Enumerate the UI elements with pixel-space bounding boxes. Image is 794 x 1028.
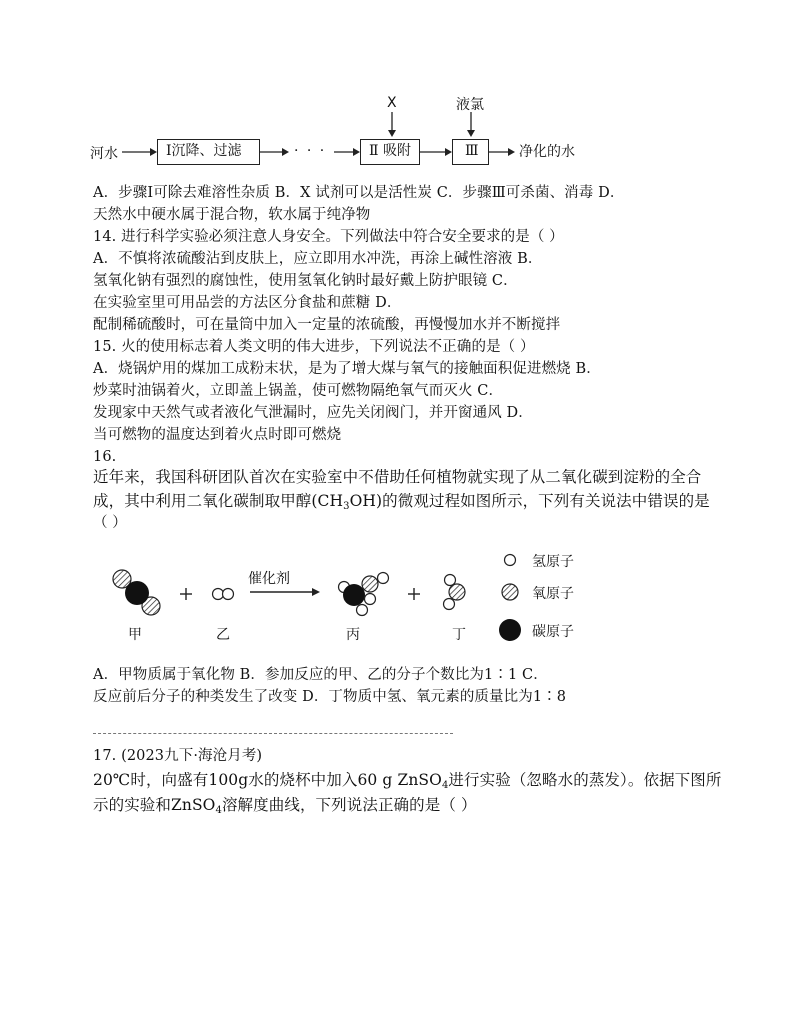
arrow-head	[353, 148, 360, 156]
label-jia: 甲	[128, 627, 142, 643]
label-bing: 丙	[346, 627, 360, 643]
flow-dots: · · ·	[294, 143, 327, 159]
hydrogen-atom	[378, 573, 389, 584]
q17-formula-subscript: 4	[441, 780, 449, 791]
q15-options-line2: 炒菜时油锅着火，立即盖上锅盖，使可燃物隔绝氧气而灭火 C．	[93, 383, 504, 399]
flow-output-label: 净化的水	[519, 144, 575, 160]
hydrogen-atom	[357, 605, 368, 616]
q13-options-line2: 天然水中硬水属于混合物，软水属于纯净物	[93, 207, 371, 223]
arrow-head	[388, 130, 396, 137]
label-yi: 乙	[216, 627, 230, 643]
q14-options-line1: A．不慎将浓硫酸沾到皮肤上，应立即用水冲洗，再涂上碱性溶液 B．	[93, 251, 543, 267]
legend-carbon-label: 碳原子	[532, 624, 574, 640]
q15-stem: 15. 火的使用标志着人类文明的伟大进步，下列说法不正确的是（ ）	[93, 339, 535, 355]
q17-stem-line1-part1: 20℃时，向盛有100g水的烧杯中加入60 g ZnSO	[93, 771, 442, 789]
legend-carbon-symbol	[499, 619, 521, 641]
arrow-head	[282, 148, 289, 156]
hydrogen-atom	[213, 589, 224, 600]
hydrogen-atom	[445, 575, 456, 586]
flow-step3-box	[452, 139, 489, 165]
legend-oxygen-symbol	[502, 584, 518, 600]
flow-step1-box	[157, 139, 260, 165]
legend-oxygen-label: 氧原子	[532, 586, 574, 602]
carbon-atom	[343, 584, 365, 606]
flow-step2-box	[360, 139, 420, 165]
q15-options-line4: 当可燃物的温度达到着火点时即可燃烧	[93, 427, 342, 443]
q16-stem-line3: （ ）	[93, 515, 127, 531]
carbon-atom	[125, 581, 149, 605]
q15-options-line3: 发现家中天然气或者液化气泄漏时，应先关闭阀门，并开窗通风 D．	[93, 405, 533, 421]
molecule-jia	[113, 570, 160, 615]
molecule-ding	[444, 575, 466, 610]
q17-stem-line1-part2: 进行实验（忽略水的蒸发）。依据下图所	[448, 771, 722, 789]
q16-stem-line2	[93, 491, 710, 511]
q16-stem-line1: 近年来，我国科研团队首次在实验室中不借助任何植物就实现了从二氧化碳到淀粉的全合	[93, 468, 702, 486]
q17-formula-subscript: 4	[215, 805, 222, 816]
q17-stem-line2-part1: 示的实验和ZnSO	[93, 796, 216, 814]
q17-stem-line1	[93, 770, 721, 790]
q14-options-line3: 在实验室里可用品尝的方法区分食盐和蔗糖 D．	[93, 295, 402, 311]
q16-formula-subscript: 3	[343, 501, 350, 512]
q16-stem-line2-part2: OH)的微观过程如图所示，下列有关说法中错误的是	[349, 492, 710, 510]
oxygen-atom	[449, 584, 465, 600]
hydrogen-atom	[365, 594, 376, 605]
reaction-arrow-head	[312, 588, 320, 596]
q16-options-line1: A．甲物质属于氧化物 B．参加反应的甲、乙的分子个数比为1∶1 C．	[93, 667, 548, 683]
arrow-head	[445, 148, 452, 156]
methanol-reaction-diagram	[100, 548, 620, 648]
label-ding: 丁	[452, 627, 466, 643]
q15-options-line1: A．烧锅炉用的煤加工成粉末状，是为了增大煤与氧气的接触面积促进燃烧 B．	[93, 361, 601, 377]
legend-hydrogen-label: 氢原子	[532, 554, 574, 570]
flow-step2-label: Ⅱ 吸附	[369, 143, 411, 159]
q16-options-line2: 反应前后分子的种类发生了改变 D．丁物质中氢、氧元素的质量比为1∶8	[93, 689, 567, 705]
oxygen-atom	[362, 576, 378, 592]
legend-hydrogen-symbol	[505, 555, 516, 566]
hydrogen-atom	[223, 589, 234, 600]
q14-stem: 14. 进行科学实验必须注意人身安全。下列做法中符合安全要求的是（ ）	[93, 229, 564, 245]
molecule-yi	[213, 589, 234, 600]
section-divider	[93, 733, 453, 734]
flow-input-chlorine: 液氯	[456, 97, 484, 113]
catalyst-label: 催化剂	[248, 571, 290, 587]
flow-source-label: 河水	[90, 146, 118, 162]
flow-step3-label: Ⅲ	[465, 143, 479, 159]
flow-step1-label: Ⅰ沉降、过滤	[166, 143, 242, 159]
q17-source: 17. (2023九下·海沧月考)	[93, 748, 263, 764]
arrow-head	[467, 130, 475, 137]
q14-options-line2: 氢氧化钠有强烈的腐蚀性，使用氢氧化钠时最好戴上防护眼镜 C．	[93, 273, 518, 289]
q17-stem-line2	[93, 795, 477, 815]
arrow-head	[508, 148, 515, 156]
molecule-bing	[339, 573, 389, 616]
q14-options-line4: 配制稀硫酸时，可在量筒中加入一定量的浓硫酸，再慢慢加水并不断搅拌	[93, 317, 561, 333]
q16-number: 16.	[93, 449, 117, 465]
flow-input-x: X	[387, 95, 397, 111]
q13-options-line1: A．步骤Ⅰ可除去难溶性杂质 B．X 试剂可以是活性炭 C．步骤Ⅲ可杀菌、消毒 D．	[93, 185, 625, 201]
q17-stem-line2-part2: 溶解度曲线，下列说法正确的是（ ）	[221, 796, 477, 814]
water-purification-flow-diagram	[90, 92, 610, 172]
q16-stem-line2-part1: 成，其中利用二氧化碳制取甲醇(CH	[93, 492, 344, 510]
arrow-head	[150, 148, 157, 156]
hydrogen-atom	[444, 599, 455, 610]
